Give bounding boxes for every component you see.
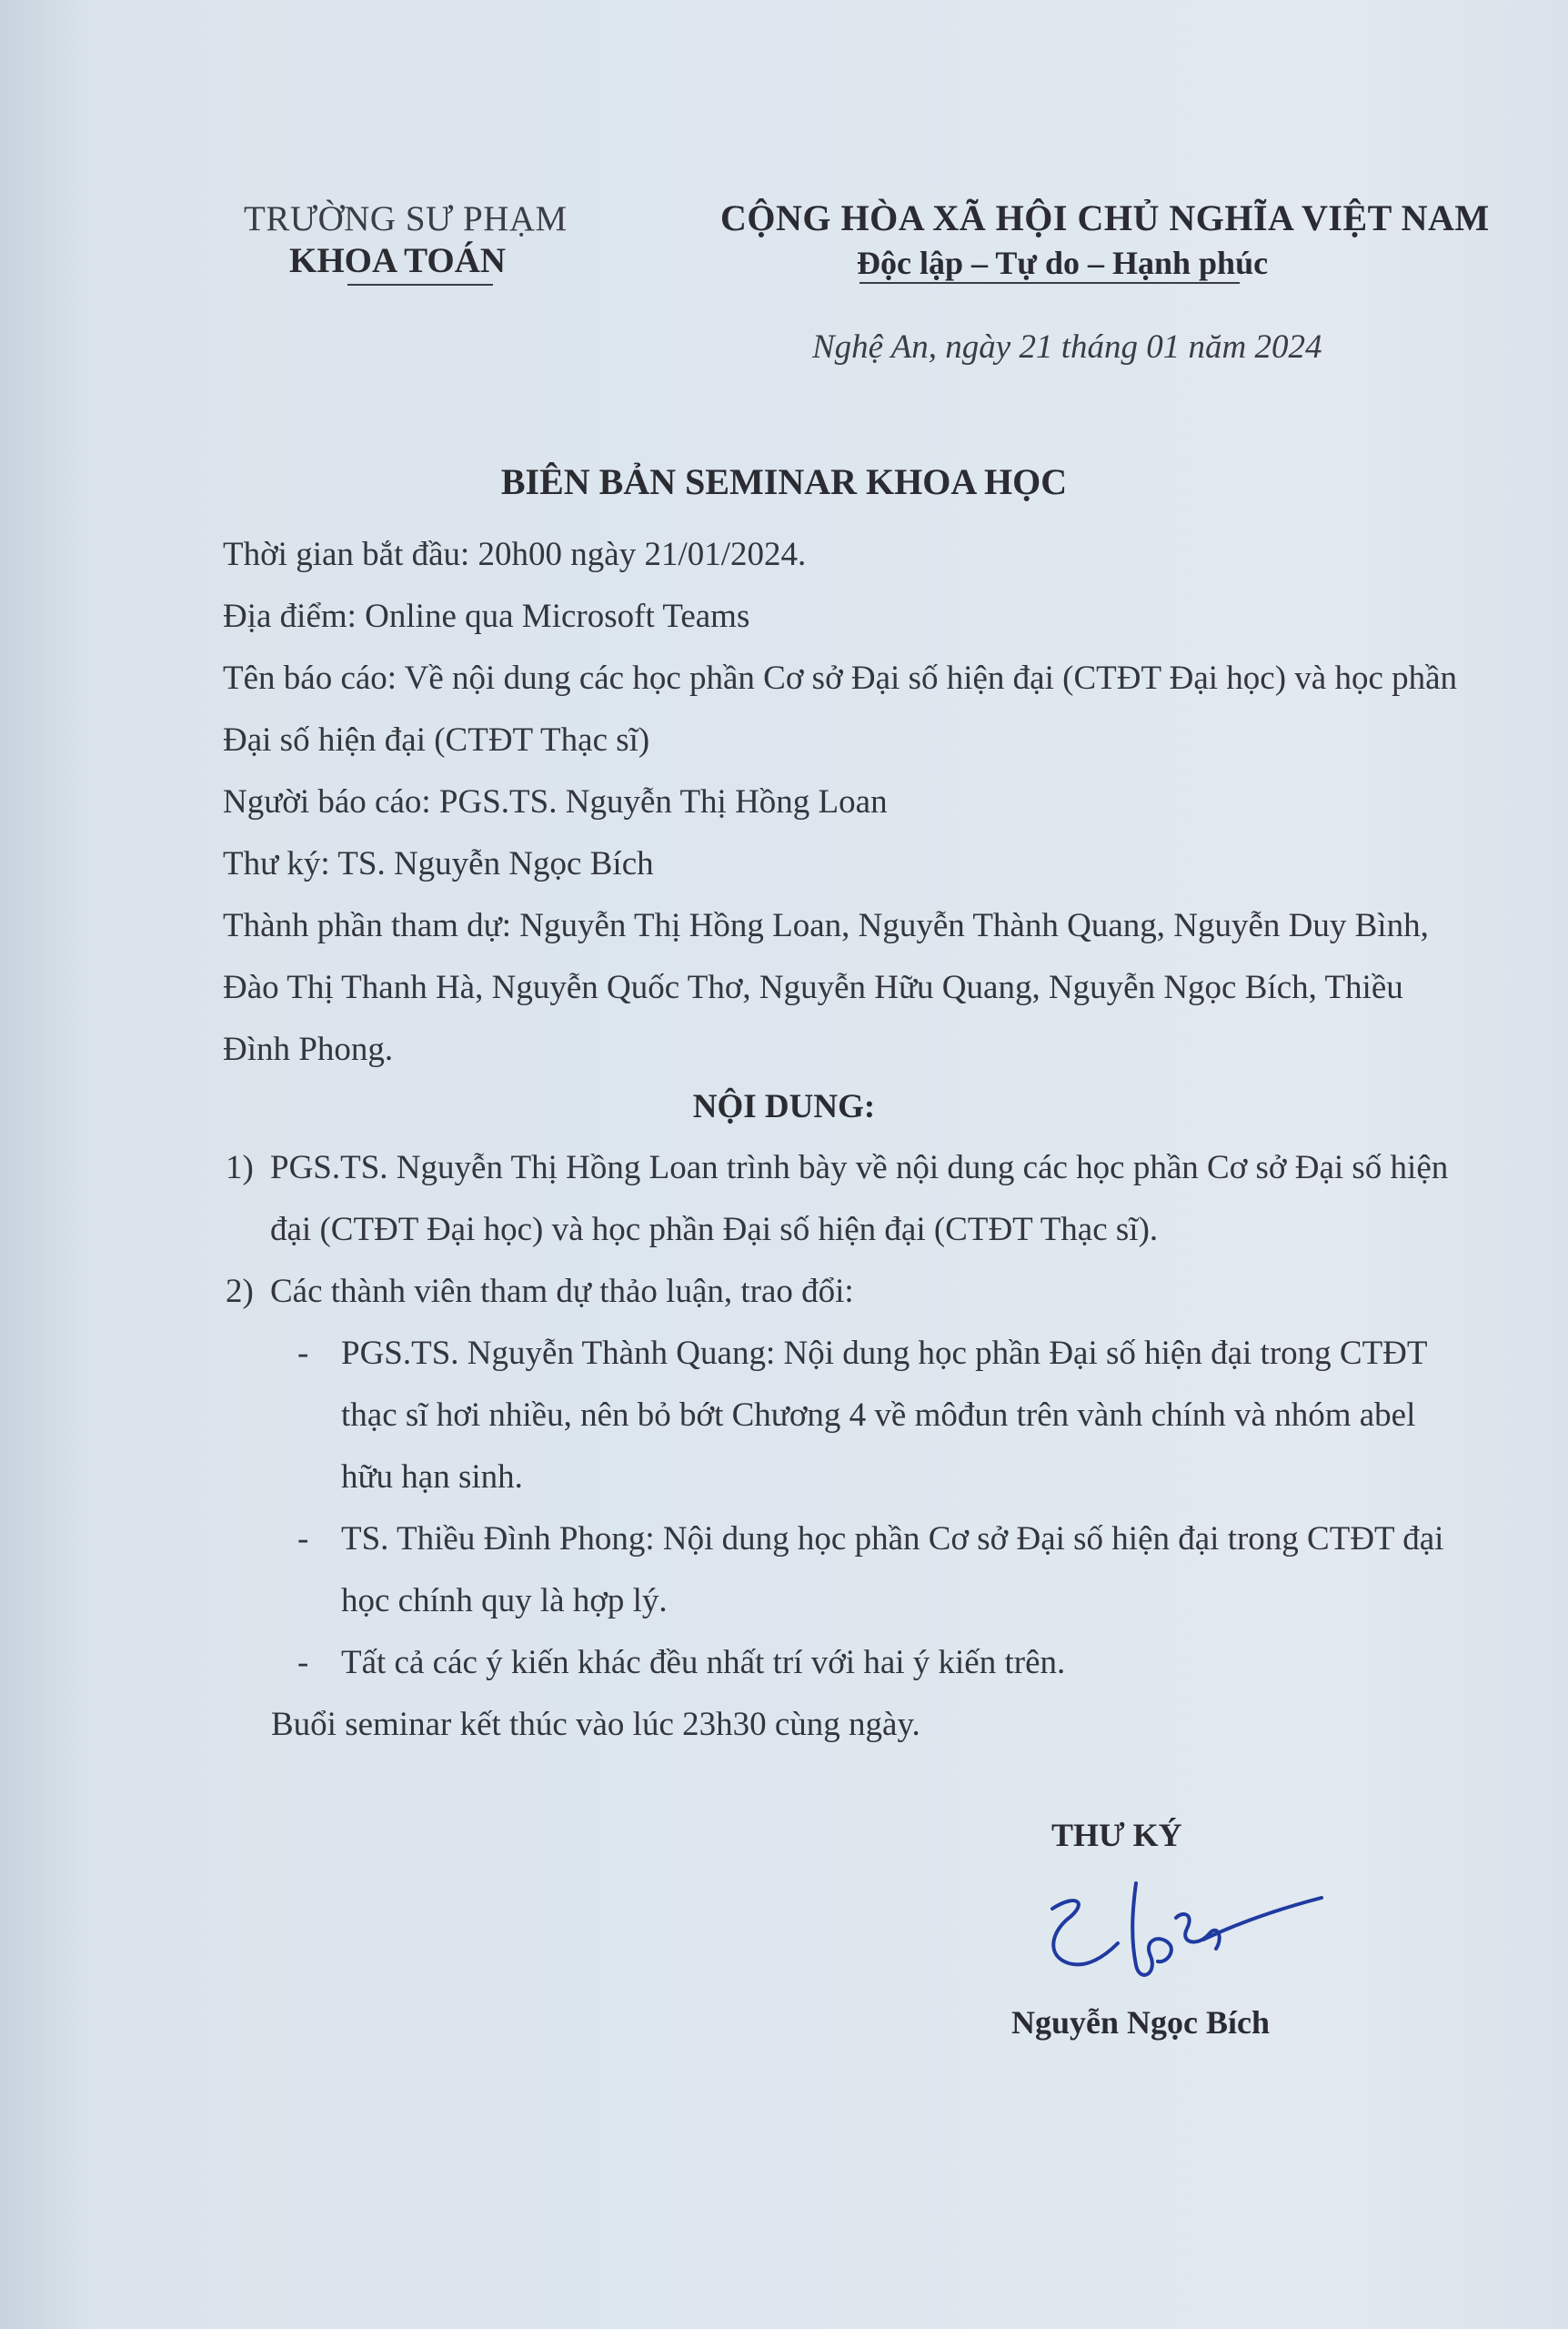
school-name: TRƯỜNG SƯ PHẠM — [244, 199, 568, 238]
item-1-line-2: đại (CTĐT Đại học) và học phần Đại số hiện đại (CTĐT Thạc sĩ). — [270, 1211, 1159, 1248]
signer-name: Nguyễn Ngọc Bích — [1011, 2004, 1271, 2041]
item-1-number: 1) — [226, 1149, 254, 1186]
comment-1-line-3: hữu hạn sinh. — [341, 1458, 523, 1496]
place-and-date: Nghệ An, ngày 21 tháng 01 năm 2024 — [812, 328, 1322, 366]
motto-underline — [859, 282, 1240, 284]
content-heading: NỘI DUNG: — [692, 1088, 876, 1125]
item-2-line-1: Các thành viên tham dự thảo luận, trao đổi: — [270, 1273, 854, 1310]
attendees-line-1: Thành phần tham dự: Nguyễn Thị Hồng Loan, Nguyễn Thành Quang, Nguyễn Duy Bình, — [223, 907, 1429, 944]
secretary: Thư ký: TS. Nguyễn Ngọc Bích — [223, 845, 654, 882]
faculty-name: KHOA TOÁN — [289, 241, 507, 280]
faculty-underline — [347, 284, 493, 286]
item-1-line-1: PGS.TS. Nguyễn Thị Hồng Loan trình bày về nội dung các học phần Cơ sở Đại số hiện — [270, 1149, 1449, 1186]
report-title-line-2: Đại số hiện đại (CTĐT Thạc sĩ) — [223, 721, 650, 759]
handwritten-signature — [1041, 1856, 1332, 1992]
comment-3-dash: - — [297, 1644, 309, 1681]
comment-1-line-1: PGS.TS. Nguyễn Thành Quang: Nội dung học phần Đại số hiện đại trong CTĐT — [341, 1335, 1428, 1372]
comment-2-line-1: TS. Thiều Đình Phong: Nội dung học phần Cơ sở Đại số hiện đại trong CTĐT đại — [341, 1520, 1444, 1558]
signer-title: THƯ KÝ — [1051, 1817, 1182, 1853]
report-title-line-1: Tên báo cáo: Về nội dung các học phần Cơ sở Đại số hiện đại (CTĐT Đại học) và học phần — [223, 660, 1458, 697]
comment-2-line-2: học chính quy là hợp lý. — [341, 1582, 668, 1619]
start-time: Thời gian bắt đầu: 20h00 ngày 21/01/2024. — [223, 536, 807, 573]
comment-1-dash: - — [297, 1335, 309, 1372]
presenter: Người báo cáo: PGS.TS. Nguyễn Thị Hồng Loan — [223, 783, 888, 821]
location: Địa điểm: Online qua Microsoft Teams — [223, 598, 750, 635]
document-title: BIÊN BẢN SEMINAR KHOA HỌC — [500, 461, 1068, 502]
comment-1-line-2: thạc sĩ hơi nhiều, nên bỏ bớt Chương 4 về môđun trên vành chính và nhóm abel — [341, 1396, 1416, 1434]
attendees-line-2: Đào Thị Thanh Hà, Nguyễn Quốc Thơ, Nguyễn Hữu Quang, Nguyễn Ngọc Bích, Thiều — [223, 969, 1403, 1006]
comment-3-line-1: Tất cả các ý kiến khác đều nhất trí với hai ý kiến trên. — [341, 1644, 1066, 1681]
national-header: CỘNG HÒA XÃ HỘI CHỦ NGHĨA VIỆT NAM — [720, 197, 1490, 238]
closing-statement: Buổi seminar kết thúc vào lúc 23h30 cùng ngày. — [271, 1706, 920, 1743]
national-motto: Độc lập – Tự do – Hạnh phúc — [857, 245, 1269, 281]
item-2-number: 2) — [226, 1273, 254, 1310]
comment-2-dash: - — [297, 1520, 309, 1558]
attendees-line-3: Đình Phong. — [223, 1031, 394, 1068]
